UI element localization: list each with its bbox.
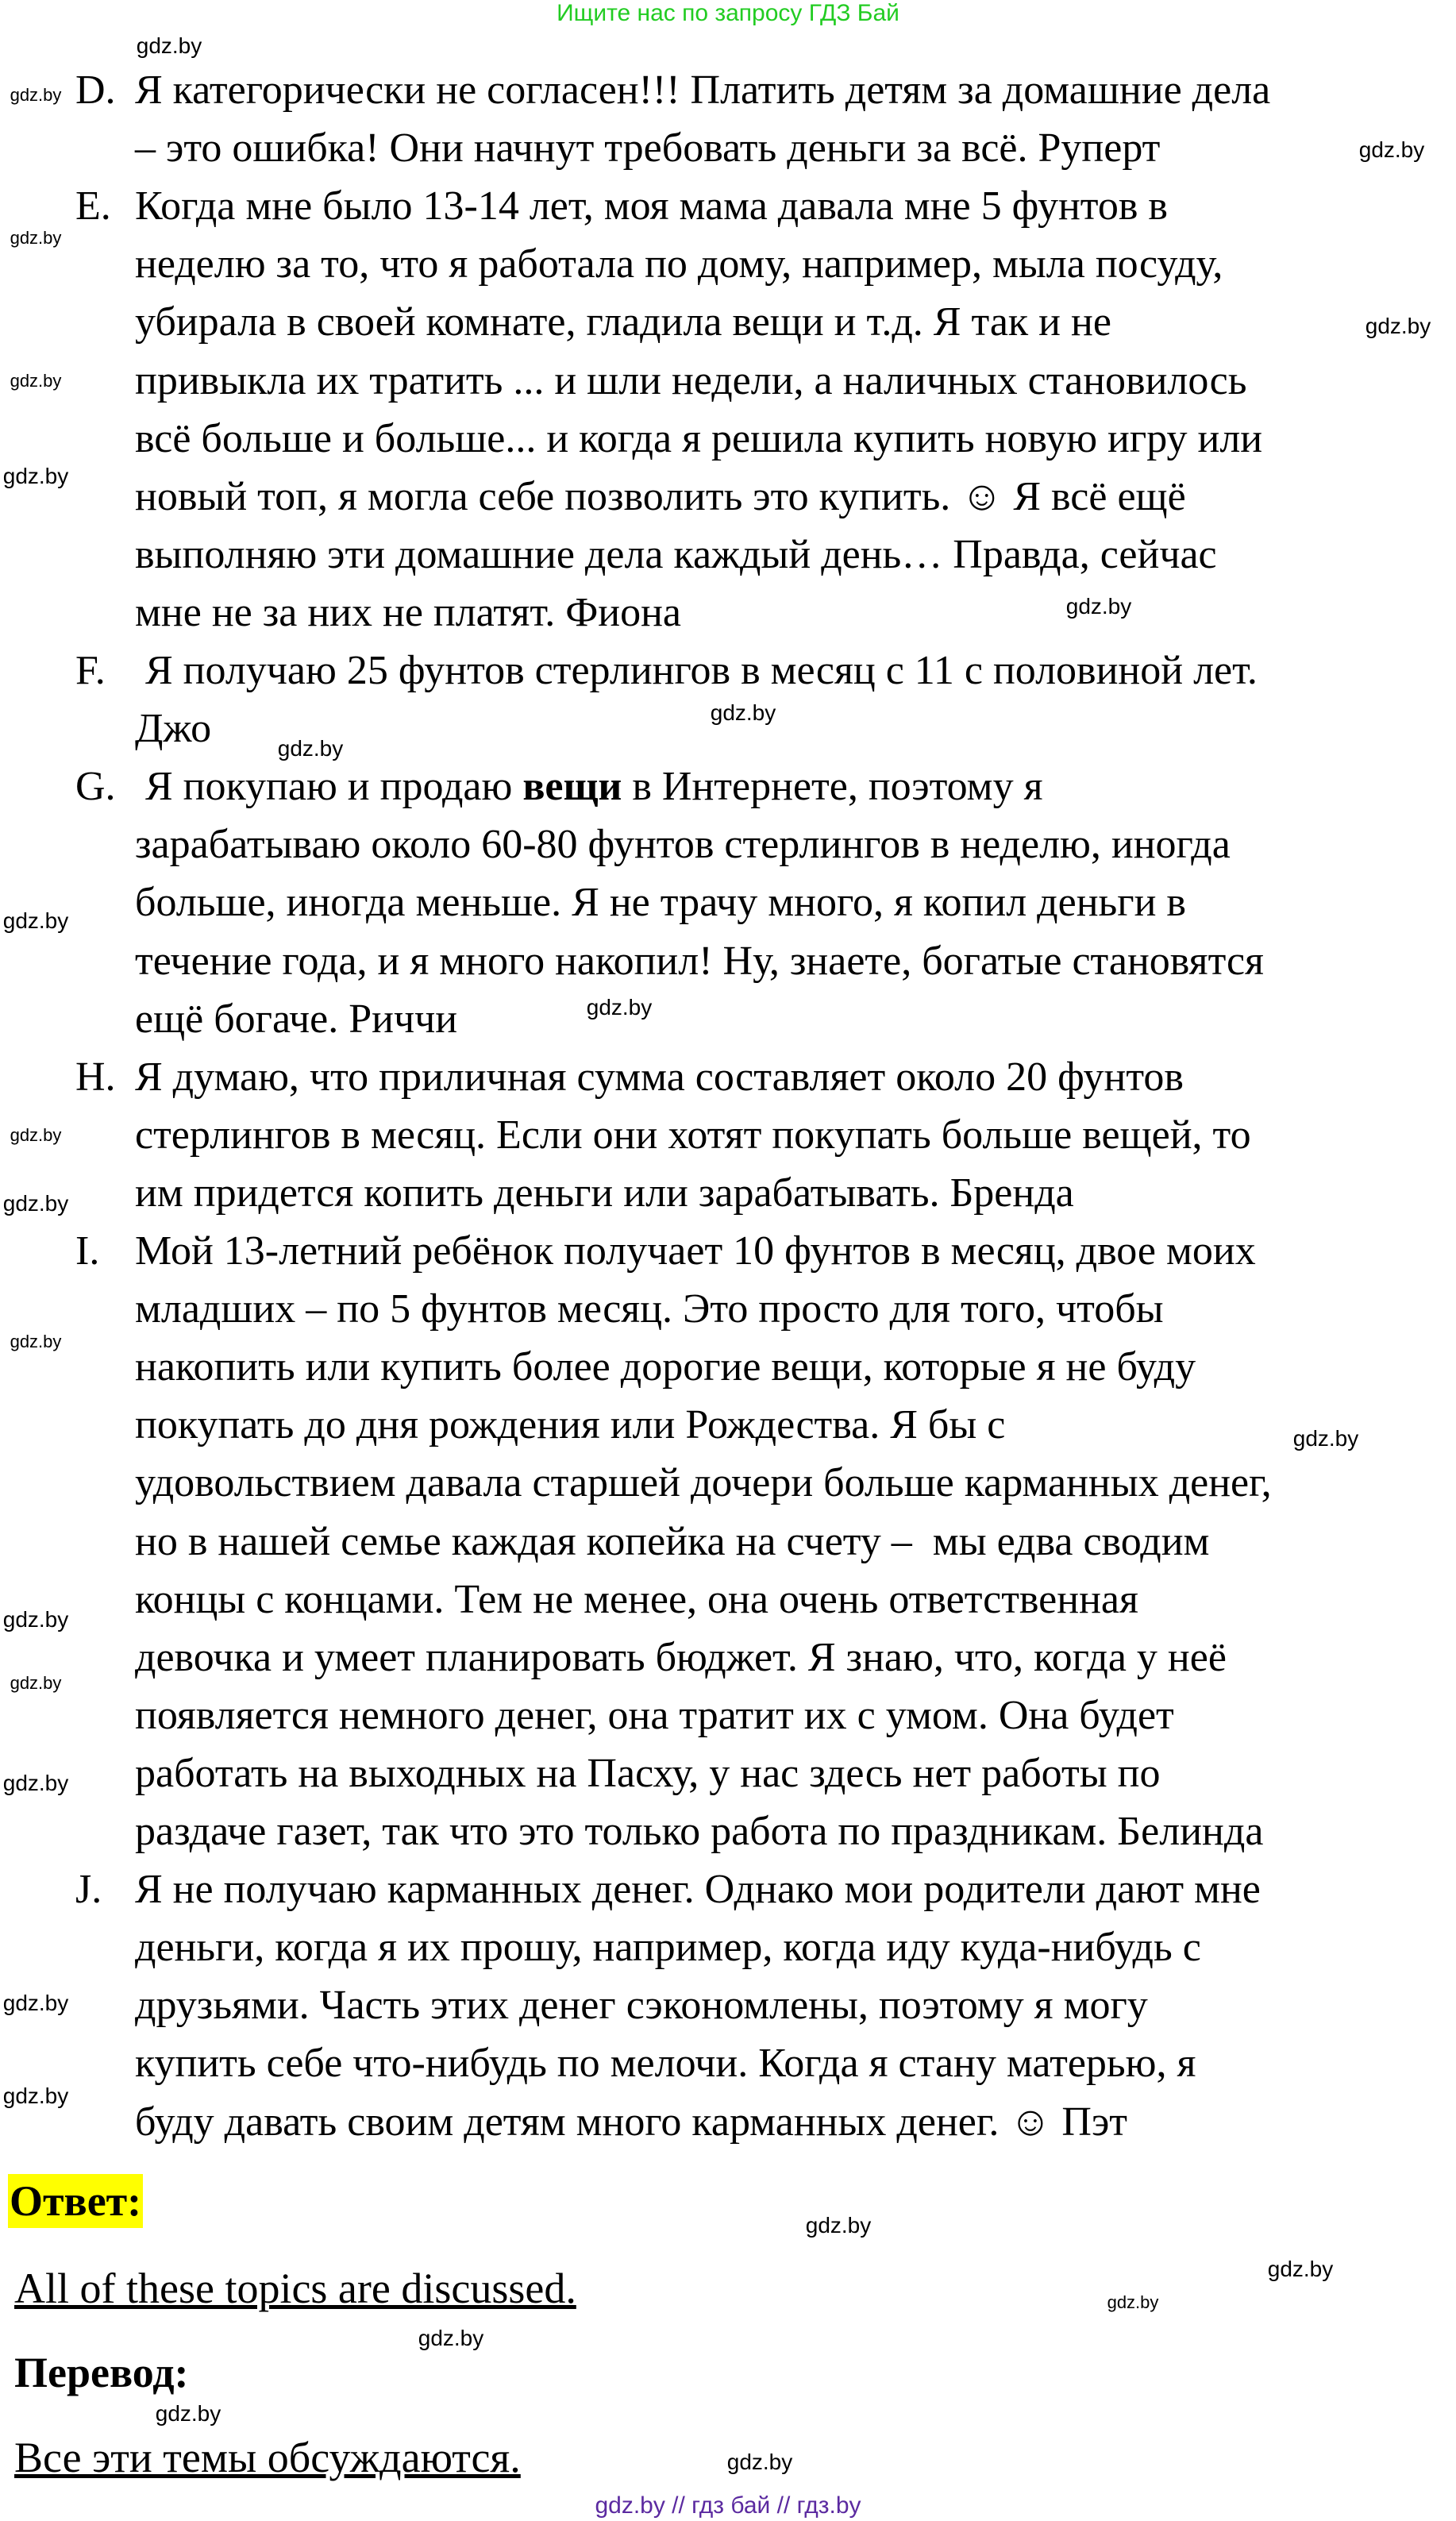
text-line: им придется копить деньги или зарабатывать. Бренда (135, 1170, 1074, 1216)
text-line: Я думаю, что приличная сумма составляет около 20 фунтов (135, 1054, 1184, 1100)
text-line: ещё богаче. Риччи (135, 996, 458, 1042)
watermark: gdz.by (1365, 314, 1431, 338)
watermark: gdz.by (1107, 2292, 1159, 2312)
text-segment: в Интернете, поэтому я (622, 764, 1043, 810)
text-line: неделю за то, что я работала по дому, например, мыла посуду, (135, 241, 1223, 287)
watermark: gdz.by (2, 2083, 69, 2108)
text-line: больше, иногда меньше. Я не трачу много, я копил деньги в (135, 880, 1186, 926)
text-line: девочка и умеет планировать бюджет. Я знаю, что, когда у неё (135, 1634, 1227, 1680)
watermark: gdz.by (710, 700, 776, 725)
text-line: Джо (135, 706, 212, 752)
watermark: gdz.by (2, 1607, 69, 1632)
text-line: раздаче газет, так что это только работа по праздникам. Белинда (135, 1809, 1264, 1854)
answer-heading: Ответ: (8, 2174, 143, 2228)
search-banner: Ищите нас по запросу ГДЗ Бай (557, 0, 899, 26)
text-line: буду давать своим детям много карманных денег. ☺ Пэт (135, 2099, 1128, 2145)
watermark: gdz.by (1358, 137, 1425, 162)
text-line: покупать до дня рождения или Рождества. Я бы с (135, 1402, 1006, 1448)
watermark: gdz.by (10, 228, 62, 248)
item-label: G. (75, 764, 116, 810)
item-label: H. (75, 1054, 116, 1100)
watermark: gdz.by (586, 995, 653, 1020)
item-label: F. (75, 648, 106, 693)
watermark: gdz.by (10, 1673, 62, 1693)
watermark: gdz.by (2, 1191, 69, 1216)
text-line: удовольствием давала старшей дочери больше карманных денег, (135, 1460, 1272, 1506)
watermark: gdz.by (2, 464, 69, 488)
text-line: появляется немного денег, она тратит их с умом. Она будет (135, 1692, 1174, 1738)
text-line: накопить или купить более дорогие вещи, которые я не буду (135, 1344, 1196, 1390)
text-line: Я не получаю карманных денег. Однако мои родители дают мне (135, 1867, 1261, 1913)
text-line (135, 757, 1042, 815)
text-line: младших – по 5 фунтов месяц. Это просто для того, чтобы (135, 1286, 1164, 1332)
text-line: убирала в своей комнате, гладила вещи и т.д. Я так и не (135, 299, 1111, 345)
watermark: gdz.by (10, 371, 62, 391)
translation-heading: Перевод: (14, 2349, 189, 2396)
text-line: зарабатываю около 60-80 фунтов стерлингов в неделю, иногда (135, 822, 1231, 868)
watermark: gdz.by (10, 85, 62, 105)
watermark: gdz.by (155, 2401, 221, 2426)
text-line: всё больше и больше... и когда я решила купить новую игру или (135, 415, 1263, 461)
bold-word: вещи (522, 764, 622, 810)
watermark: gdz.by (2, 1771, 69, 1795)
text-line: стерлингов в месяц. Если они хотят покупать больше вещей, то (135, 1112, 1251, 1158)
watermark: gdz.by (2, 1991, 69, 2015)
watermark: gdz.by (1267, 2257, 1334, 2281)
text-line: Когда мне было 13-14 лет, моя мама давала мне 5 фунтов в (135, 183, 1168, 229)
text-line: купить себе что-нибудь по мелочи. Когда я стану матерью, я (135, 2041, 1196, 2087)
translation-text: Все эти темы обсуждаются. (14, 2434, 521, 2481)
watermark: gdz.by (1065, 594, 1132, 619)
text-line: друзьями. Часть этих денег сэкономлены, поэтому я могу (135, 1983, 1148, 2029)
watermark: gdz.by (418, 2326, 484, 2350)
text-line: работать на выходных на Пасху, у нас здесь нет работы по (135, 1750, 1161, 1796)
text-line: Я получаю 25 фунтов стерлингов в месяц с 11 с половиной лет. (135, 648, 1258, 693)
watermark: gdz.by (277, 736, 344, 761)
item-label: I. (75, 1228, 100, 1274)
text-line: привыкла их тратить ... и шли недели, а наличных становилось (135, 357, 1247, 403)
watermark: gdz.by (136, 33, 202, 58)
item-label: E. (75, 183, 111, 229)
watermark: gdz.by (1292, 1426, 1359, 1451)
footer-links[interactable]: gdz.by // гдз бай // гдз.by (595, 2492, 861, 2519)
watermark: gdz.by (10, 1125, 62, 1145)
text-line: но в нашей семье каждая копейка на счету – мы едва сводим (135, 1518, 1210, 1564)
text-line: новый топ, я могла себе позволить это купить. ☺ Я всё ещё (135, 473, 1186, 519)
text-line: выполняю эти домашние дела каждый день… Правда, сейчас (135, 531, 1217, 577)
watermark: gdz.by (10, 1332, 62, 1351)
watermark: gdz.by (2, 908, 69, 933)
text-line: мне не за них не платят. Фиона (135, 589, 682, 635)
text-line: Мой 13-летний ребёнок получает 10 фунтов в месяц, двое моих (135, 1228, 1256, 1274)
text-line: – это ошибка! Они начнут требовать деньги за всё. Руперт (135, 125, 1161, 172)
text-line: Я категорически не согласен!!! Платить детям за домашние дела (135, 67, 1271, 113)
answer-text: All of these topics are discussed. (14, 2265, 576, 2312)
text-segment: Я покупаю и продаю (135, 764, 523, 810)
watermark: gdz.by (726, 2450, 793, 2474)
watermark: gdz.by (805, 2213, 872, 2238)
text-line: деньги, когда я их прошу, например, когда иду куда-нибудь с (135, 1925, 1201, 1971)
item-label: D. (75, 67, 116, 113)
text-line: концы с концами. Тем не менее, она очень ответственная (135, 1576, 1138, 1622)
text-line: течение года, и я много накопил! Ну, знаете, богатые становятся (135, 938, 1264, 984)
item-label: J. (75, 1867, 102, 1913)
